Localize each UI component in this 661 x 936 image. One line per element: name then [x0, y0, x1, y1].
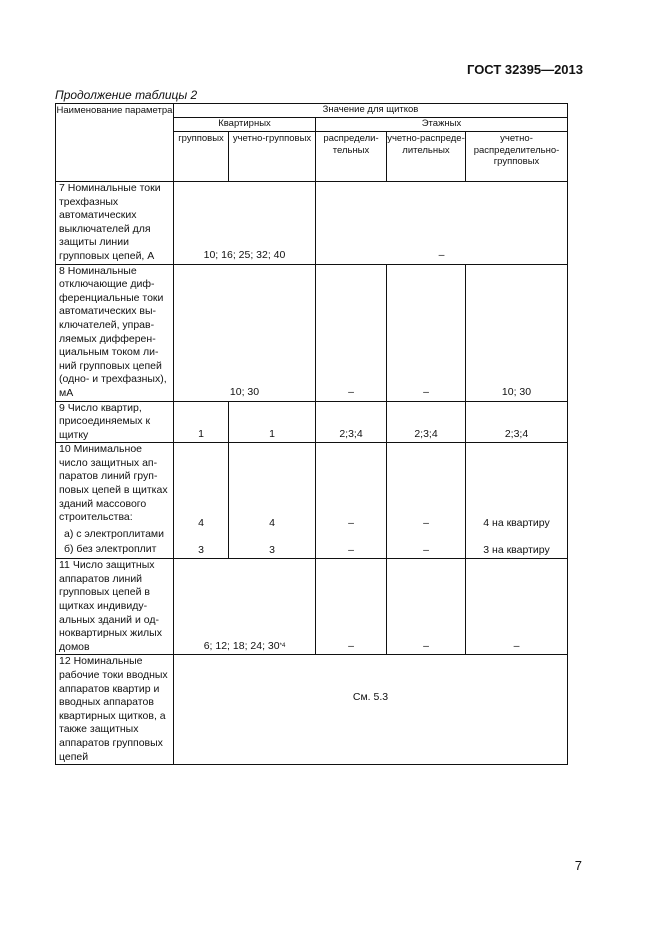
row11-distribution-value: – [316, 559, 387, 655]
row10-b-distribution: – [348, 543, 354, 556]
row10-b-metering-distribution: – [423, 543, 429, 556]
page-number: 7 [574, 858, 582, 873]
table-row [56, 655, 568, 765]
row10-metering-distribution-group-values [466, 443, 568, 559]
table-row [56, 264, 568, 401]
row11-param: 11 Число защитных аппаратов линий групповых цепей в щитках индивидуальных зданий и одноквартирных жилых домов [56, 559, 174, 655]
table-row [56, 182, 568, 265]
row8-metering-distribution-group-value: 10; 30 [466, 264, 568, 401]
row10-group-values [174, 443, 229, 559]
row10-distribution-values [316, 443, 387, 559]
table-row [56, 443, 568, 559]
row10-title: 10 Минимальное число защитных аппаратов линий групповых цепей в щитках зданий массового строительства: [59, 443, 168, 524]
row11-apartment-text: 6; 12; 18; 24; 30 [203, 639, 280, 652]
header-values: Значение для щитков [174, 104, 568, 118]
header-metering-distribution-col: учетно-распреде-лительных [387, 132, 466, 182]
parameters-table [55, 103, 568, 765]
row7-floor-value: – [316, 182, 568, 265]
header-apartment-panels: Квартирных [174, 118, 316, 132]
table-row [56, 559, 568, 655]
row10-a-metering-group: 4 [269, 517, 275, 530]
header-floor-panels: Этажных [316, 118, 568, 132]
row10-b-label: б) без электроплит [64, 543, 157, 556]
row9-param: 9 Число квартир, присоединяемых к щитку [56, 401, 174, 443]
row10-metering-group-values [229, 443, 316, 559]
header-parameter-name: Наименование параметра [56, 104, 174, 182]
row10-a-metering-distribution: – [423, 517, 429, 530]
header-group-col: групповых [174, 132, 229, 182]
row8-distribution-value: – [316, 264, 387, 401]
row7-apartment-value: 10; 16; 25; 32; 40 [174, 182, 316, 265]
row8-param: 8 Номинальные отключающие дифференциальные токи автоматических выключателей, управляемых дифференциальным током линий групповых цепей (одно- и трехфазных), мА [56, 264, 174, 401]
row9-group-value: 1 [174, 401, 229, 443]
row10-b-group: 3 [198, 543, 204, 556]
standard-code: ГОСТ 32395—2013 [467, 62, 583, 77]
row10-a-metering-distribution-group: 4 на квартиру [483, 517, 550, 530]
row10-a-group: 4 [198, 517, 204, 530]
row11-apartment-value [174, 559, 316, 655]
row10-a-label: а) с электроплитами [64, 527, 165, 540]
table-caption: Продолжение таблицы 2 [55, 88, 198, 102]
row11-footnote-mark: *4 [279, 642, 286, 649]
row10-b-metering-group: 3 [269, 543, 275, 556]
row11-metering-distribution-value: – [387, 559, 466, 655]
row8-apartment-value: 10; 30 [174, 264, 316, 401]
row10-param [56, 443, 174, 559]
header-metering-distribution-group-col: учетно-распределительно-групповых [466, 132, 568, 182]
row7-param: 7 Номинальные токи трехфазных автоматических выключателей для защиты линии групповых цепей, А [56, 182, 174, 265]
row12-param: 12 Номинальные рабочие токи вводных аппаратов квартир и вводных аппаратов квартирных щитков, а также защитных аппаратов групповых цепей [56, 655, 174, 765]
row9-metering-distribution-group-value: 2;3;4 [466, 401, 568, 443]
header-distribution-col: распредели-тельных [316, 132, 387, 182]
row10-a-distribution: – [348, 517, 354, 530]
row10-metering-distribution-values [387, 443, 466, 559]
row11-metering-distribution-group-value: – [466, 559, 568, 655]
row12-value: См. 5.3 [174, 655, 568, 765]
row9-metering-group-value: 1 [229, 401, 316, 443]
row8-metering-distribution-value: – [387, 264, 466, 401]
table-row [56, 401, 568, 443]
row10-b-metering-distribution-group: 3 на квартиру [483, 543, 550, 556]
row9-metering-distribution-value: 2;3;4 [387, 401, 466, 443]
row9-distribution-value: 2;3;4 [316, 401, 387, 443]
header-metering-group-col: учетно-групповых [229, 132, 316, 182]
